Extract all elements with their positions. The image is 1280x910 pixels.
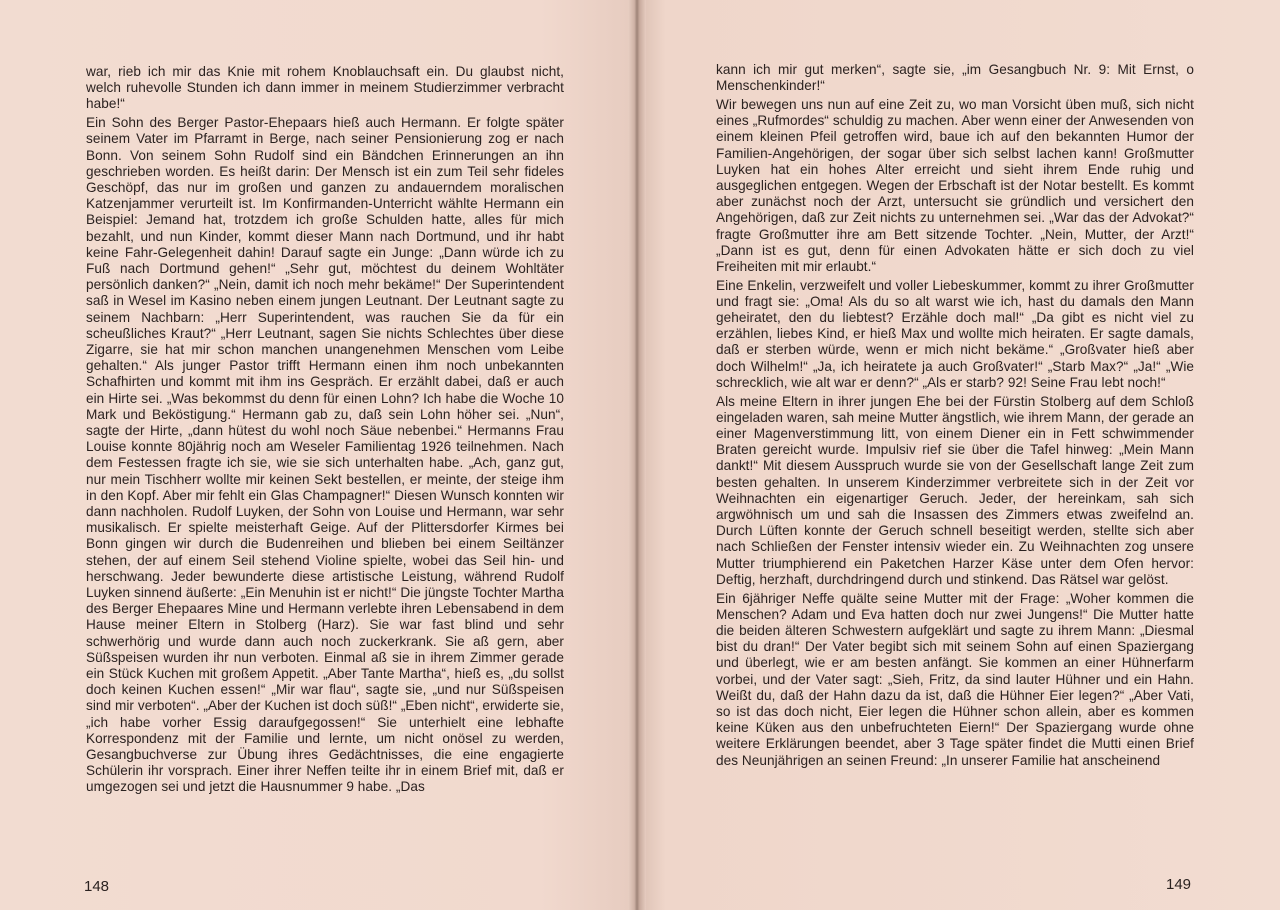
- right-page-text: [716, 62, 1194, 771]
- left-page-number: 148: [84, 878, 110, 895]
- left-paragraph-1: war, rieb ich mir das Knie mit rohem Knoblauchsaft ein. Du glaubst nicht, welch ruhevolle Stunden ich dann immer in meinem Studierzimmer verbracht habe!“: [86, 64, 564, 112]
- left-page-text: [86, 64, 564, 798]
- right-paragraph-5: Ein 6jähriger Neffe quälte seine Mutter mit der Frage: „Woher kommen die Menschen? Adam und Eva hatten doch nur zwei Jungens!“ Die Mutter hatte die beiden älteren Schwestern aufgeklärt und sagte zu ihrem Mann: „Diesmal bist du dran!“ Der Vater begibt sich mit seinem Sohn auf einen Spaziergang und überlegt, wie er am besten anfängt. Sie kommen an einer Hühnerfarm vorbei, und der Vater sagt: „Sieh, Fritz, da sind lauter Hühner und ein Hahn. Weißt du, daß der Hahn dazu da ist, daß die Hühner Eier legen?“ „Aber Vati, so ist das doch nicht, Eier legen die Hühner schon allein, aber es kommen keine Küken aus den unbefruchteten Eiern!“ Der Spaziergang wurde ohne weitere Erklärungen beendet, aber 3 Tage später findet die Mutti einen Brief des Neunjährigen an seinen Freund: „In unserer Familie hat anscheinend: [716, 590, 1194, 768]
- book-gutter: [628, 0, 646, 910]
- left-page: [0, 0, 636, 910]
- right-paragraph-4: Als meine Eltern in ihrer jungen Ehe bei der Fürstin Stolberg auf dem Schloß eingeladen waren, sah meine Mutter ängstlich, wie ihrem Mann, der gerade an einer Magenverstimmung litt, von einem Diener ein in Fett schwimmender Braten gereicht wurde. Impulsiv rief sie über die Tafel hinweg: „Mein Mann dankt!“ Mit diesem Ausspruch wurde sie von der Gesellschaft lange Zeit zum besten gehalten. In unserem Kinderzimmer verbreitete sich in der Zeit vor Weihnachten ein eigenartiger Geruch. Jeder, der hereinkam, sah sich argwöhnisch um und sah die Insassen des Zimmers etwas zweifelnd an. Durch Lüften konnte der Geruch schnell beseitigt werden, stellte sich aber nach Schließen der Fenster intensiv wieder ein. Zu Weihnachten zog unsere Mutter triumphierend ein Paketchen Harzer Käse unter dem Ofen hervor: Deftig, herzhaft, durchdringend durch und stinkend. Das Rätsel war gelöst.: [716, 393, 1194, 587]
- right-paragraph-3: Eine Enkelin, verzweifelt und voller Liebeskummer, kommt zu ihrer Großmutter und fragt sie: „Oma! Als du so alt warst wie ich, hast du damals den Mann geheiratet, den du liebtest? Erzähle doch mal!“ „Da gibt es nicht viel zu erzählen, liebes Kind, er hieß Max und wollte mich heiraten. Er sagte damals, daß er sterben würde, wenn er mich nicht bekäme.“ „Großvater hieß aber doch Wilhelm!“ „Ja, ich heiratete ja auch Großvater!“ „Starb Max?“ „Ja!“ „Wie schrecklich, wie alt war er denn?“ „Als er starb? 92! Seine Frau lebt noch!“: [716, 277, 1194, 390]
- right-paragraph-2: Wir bewegen uns nun auf eine Zeit zu, wo man Vorsicht üben muß, sich nicht eines „Rufmordes“ schuldig zu machen. Aber wenn einer der Anwesenden von einem kleinen Pfeil getroffen wird, baue ich auf den bekannten Humor der Familien-Angehörigen, der sogar über sich selbst lachen kann! Großmutter Luyken hat ein hohes Alter erreicht und sieht ihrem Ende ruhig und ausgeglichen entgegen. Wegen der Erbschaft ist der Notar bestellt. Es kommt aber zunächst noch der Arzt, untersucht sie gründlich und versichert den Angehörigen, daß zur Zeit nichts zu unternehmen sei. „War das der Advokat?“ fragte Großmutter ihre am Bett sitzende Tochter. „Nein, Mutter, der Arzt!“ „Dann ist es gut, denn für einen Advokaten hätte er sich doch zu viel Freiheiten mit mir erlaubt.“: [716, 96, 1194, 274]
- right-paragraph-1: kann ich mir gut merken“, sagte sie, „im Gesangbuch Nr. 9: Mit Ernst, o Menschenkinder!“: [716, 62, 1194, 94]
- right-page-number: 149: [1166, 876, 1192, 893]
- right-page: [640, 0, 1280, 910]
- left-paragraph-2: Ein Sohn des Berger Pastor-Ehepaars hieß auch Hermann. Er folgte später seinem Vater im Pfarramt in Berge, nach seiner Pensionierung zog er nach Bonn. Von seinem Sohn Rudolf sind ein Bändchen Erinnerungen an ihn geschrieben worden. Es heißt darin: Der Mensch ist ein zum Teil sehr fideles Geschöpf, das nur im großen und ganzen zu andauerndem moralischen Katzenjammer verurteilt ist. Im Konfirmanden-Unterricht wählte Hermann ein Beispiel: Jemand hat, trotzdem ich große Schulden hatte, alles für mich bezahlt, und nun Kinder, kommt dieser Mann nach Dortmund, und ihr habt keine Fahr-Gelegenheit dahin! Darauf sagte ein Junge: „Dann würde ich zu Fuß nach Dortmund gehen!“ „Sehr gut, möchtest du deinem Wohltäter persönlich danken?“ „Nein, damit ich noch mehr bekäme!“ Der Superintendent saß in Wesel im Kasino neben einem jungen Leutnant. Der Leutnant sagte zu seinem Nachbarn: „Herr Superintendent, was rauchen Sie da für ein scheußliches Kraut?“ „Herr Leutnant, sagen Sie nichts Schlechtes über diese Zigarre, sie hat mir schon manchen unangenehmen Menschen vom Leibe gehalten.“ Als junger Pastor trifft Hermann einen ihm noch unbekannten Schafhirten und kommt mit ihm ins Gespräch. Er erzählt dabei, daß er auch ein Hirte sei. „Was bekommst du denn für einen Lohn? Ich habe die Woche 10 Mark und Beköstigung.“ Hermann gab zu, daß sein Lohn höher sei. „Nun“, sagte der Hirte, „dann hütest du wohl noch Säue nebenbei.“ Hermanns Frau Louise konnte 80jährig noch am Weseler Familientag 1926 teilnehmen. Nach dem Festessen fragte ich sie, wie sie sich unterhalten habe. „Ach, ganz gut, nur mein Tischherr wollte mir keinen Sekt bestellen, er meinte, der steige ihm in den Kopf. Aber mir fehlt ein Glas Champagner!“ Diesen Wunsch konnten wir dann nachholen. Rudolf Luyken, der Sohn von Louise und Hermann, war sehr musikalisch. Er spielte meisterhaft Geige. Auf der Plittersdorfer Kirmes bei Bonn gingen wir durch die Budenreihen und blieben bei einem Seiltänzer stehen, der auf einem Seil stehend Violine spielte, wobei das Seil hin- und herschwang. Jeder bewunderte diese artistische Leistung, während Rudolf Luyken sinnend äußerte: „Ein Menuhin ist er nicht!“ Die jüngste Tochter Martha des Berger Ehepaares Mine und Hermann verlebte ihren Lebensabend in dem Hause meiner Eltern in Stolberg (Harz). Sie war fast blind und sehr schwerhörig und wurde dann auch noch zuckerkrank. Sie aß gern, aber Süßspeisen wurden ihr nun verboten. Einmal aß sie in ihrem Zimmer gerade ein Stück Kuchen mit großem Appetit. „Aber Tante Martha“, hieß es, „du sollst doch keinen Kuchen essen!“ „Mir war flau“, sagte sie, „und nur Süßspeisen sind mir verboten“. „Aber der Kuchen ist doch süß!“ „Eben nicht“, erwiderte sie, „ich habe vorher Essig daraufgegossen!“ Sie unterhielt eine lebhafte Korrespondenz mit der Familie und lernte, um nicht onösel zu werden, Gesangbuchverse zur Übung ihres Gedächtnisses, die eine engagierte Schülerin ihr vorsprach. Einer ihrer Neffen teilte ihr in einem Brief mit, daß er umgezogen sei und jetzt die Hausnummer 9 habe. „Das: [86, 115, 564, 795]
